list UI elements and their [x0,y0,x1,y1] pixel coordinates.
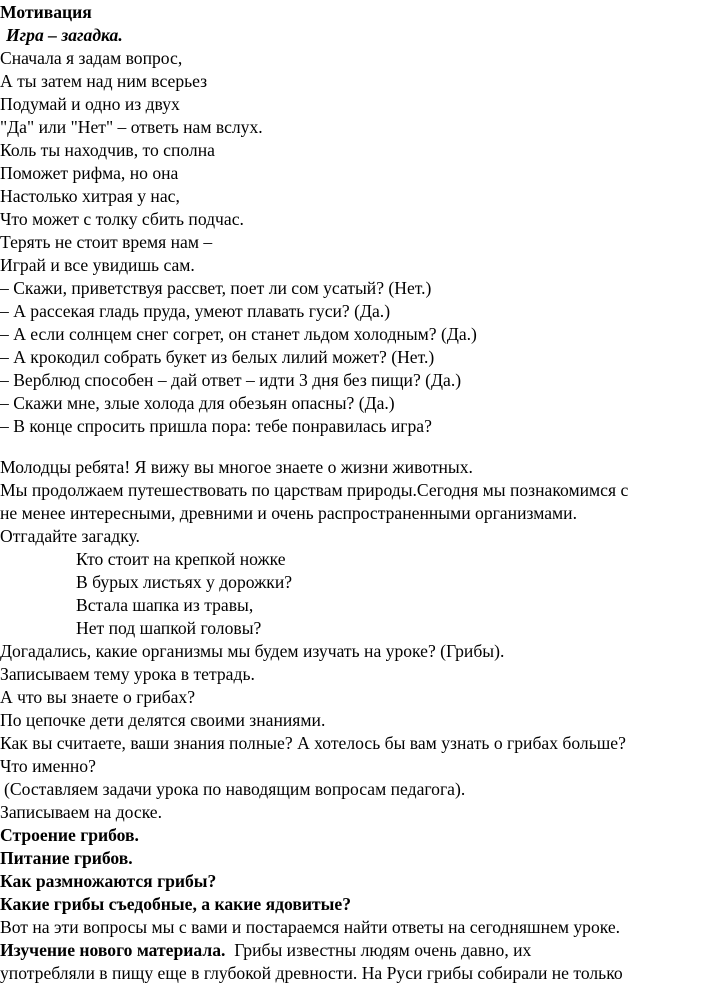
poem-line: А ты затем над ним всерьез [0,71,208,91]
new-material-line [0,939,531,961]
paragraph-line: не менее интересными, древними и очень распространенными организмами. [0,503,577,523]
question-line: – А если солнцем снег согрет, он станет льдом холодным? (Да.) [0,324,477,344]
question-line: – А рассекая гладь пруда, умеют плавать гуси? (Да.) [0,301,391,321]
new-material-text: Грибы известны людям очень давно, их [234,940,532,960]
paragraph-line: Вот на эти вопросы мы с вами и постараемся найти ответы на сегодняшнем уроке. [0,917,621,937]
riddle-line: Кто стоит на крепкой ножке [76,549,286,569]
question-line: – Скажи мне, злые холода для обезьян опасны? (Да.) [0,393,395,413]
section-heading: Мотивация [0,2,92,22]
paragraph-line: Записываем тему урока в тетрадь. [0,664,255,684]
new-material-label: Изучение нового материала. [0,940,226,960]
paragraph-line: А что вы знаете о грибах? [0,687,196,707]
question-line: – Скажи, приветствуя рассвет, поет ли сом усатый? (Нет.) [0,278,432,298]
poem-line: Играй и все увидишь сам. [0,255,195,275]
paragraph-line: Что именно? [0,756,96,776]
paragraph-line: Догадались, какие организмы мы будем изучать на уроке? (Грибы). [0,641,505,661]
topic-line: Какие грибы съедобные, а какие ядовитые? [0,894,352,914]
tasks-note: (Составляем задачи урока по наводящим вопросам педагога). [4,779,466,799]
poem-line: "Да" или "Нет" – ответь нам вслух. [0,117,263,137]
topic-line: Строение грибов. [0,825,139,845]
paragraph-line: По цепочке дети делятся своими знаниями. [0,710,326,730]
paragraph-line: употребляли в пищу еще в глубокой древности. На Руси грибы собирали не только [0,963,623,983]
riddle-prompt: Отгадайте загадку. [0,526,140,546]
topic-line: Питание грибов. [0,848,133,868]
paragraph-line: Мы продолжаем путешествовать по царствам природы.Сегодня мы познакомимся с [0,480,629,500]
praise-paragraph: Молодцы ребята! Я вижу вы многое знаете о жизни животных. [0,457,473,477]
game-title: Игра – загадка. [6,25,123,45]
board-note: Записываем на доске. [0,802,163,822]
question-line: – В конце спросить пришла пора: тебе понравилась игра? [0,416,432,436]
poem-line: Сначала я задам вопрос, [0,48,183,68]
poem-line: Настолько хитрая у нас, [0,186,180,206]
question-line: – Верблюд способен – дай ответ – идти 3 дня без пищи? (Да.) [0,370,462,390]
riddle-line: Встала шапка из травы, [76,595,254,615]
riddle-line: В бурых листьях у дорожки? [76,572,293,592]
poem-line: Коль ты находчив, то сполна [0,140,215,160]
poem-line: Что может с толку сбить подчас. [0,209,244,229]
poem-line: Поможет рифма, но она [0,163,179,183]
poem-line: Подумай и одно из двух [0,94,180,114]
question-line: – А крокодил собрать букет из белых лилий может? (Нет.) [0,347,435,367]
topic-line: Как размножаются грибы? [0,871,217,891]
poem-line: Терять не стоит время нам – [0,232,213,252]
riddle-line: Нет под шапкой головы? [76,618,262,638]
paragraph-line: Как вы считаете, ваши знания полные? А хотелось бы вам узнать о грибах больше? [0,733,626,753]
